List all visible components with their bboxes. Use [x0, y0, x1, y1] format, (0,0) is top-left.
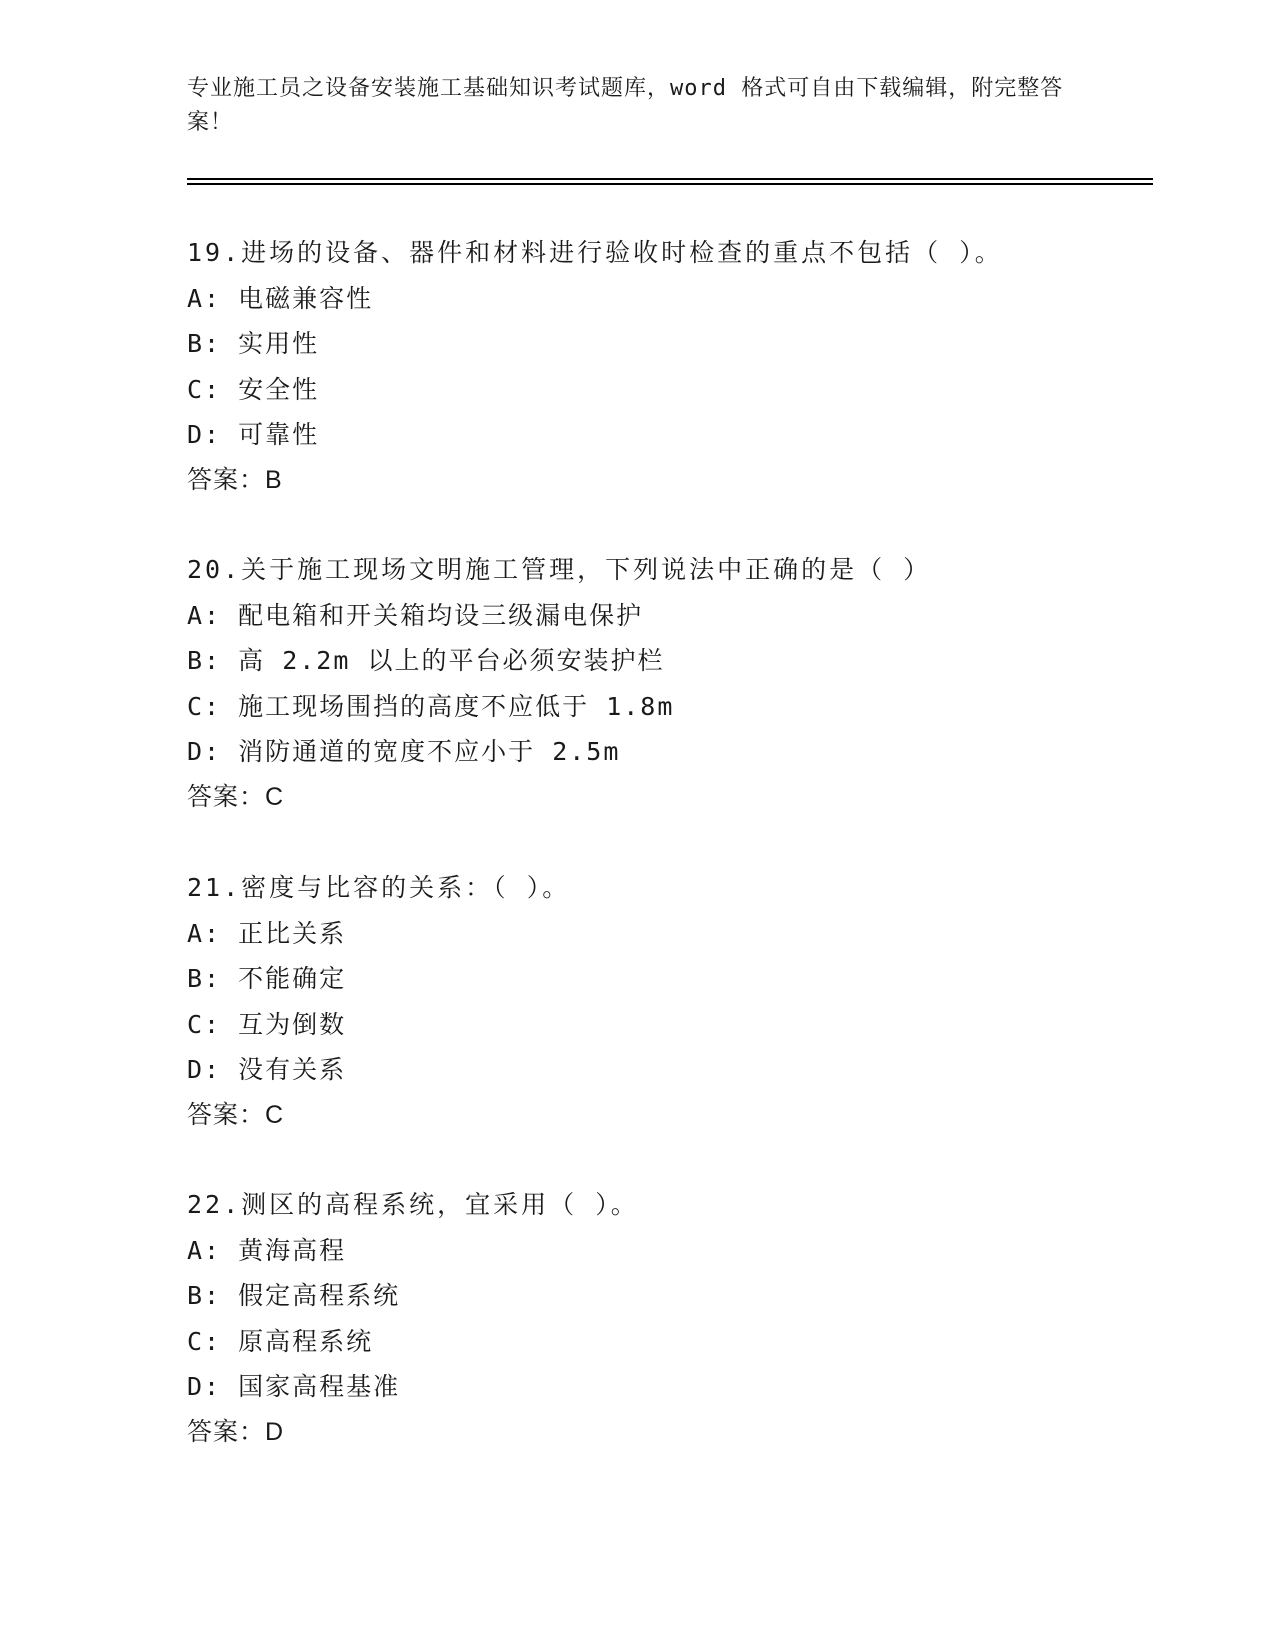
option-c: C: 安全性: [187, 374, 320, 404]
question-stem: 19.进场的设备、器件和材料进行验收时检查的重点不包括（ ）。: [187, 238, 1003, 267]
option-d: D: 国家高程基准: [187, 1372, 401, 1401]
answer: 答案：C: [187, 1100, 285, 1129]
answer: 答案：D: [187, 1417, 285, 1446]
question-22: [187, 1182, 1147, 1455]
question-stem: 20.关于施工现场文明施工管理，下列说法中正确的是（ ）: [187, 555, 932, 584]
option-b: B: 不能确定: [187, 964, 347, 993]
option-a: A: 配电箱和开关箱均设三级漏电保护: [187, 600, 644, 630]
question-stem: 21.密度与比容的关系：（ ）。: [187, 873, 571, 902]
question-20: [187, 547, 1147, 820]
document-header: [187, 72, 1067, 140]
option-c: C: 原高程系统: [187, 1326, 374, 1356]
header-divider-bottom: [187, 183, 1153, 185]
header-divider-top: [187, 178, 1153, 180]
option-d: D: 没有关系: [187, 1055, 347, 1084]
question-19: [187, 230, 1147, 503]
option-c: C: 互为倒数: [187, 1009, 347, 1039]
option-d: D: 可靠性: [187, 420, 320, 449]
option-b: B: 实用性: [187, 329, 320, 358]
option-b: B: 假定高程系统: [187, 1281, 401, 1310]
option-c: C: 施工现场围挡的高度不应低于 1.8m: [187, 691, 675, 721]
option-a: A: 电磁兼容性: [187, 283, 374, 313]
question-stem: 22.测区的高程系统，宜采用（ ）。: [187, 1190, 639, 1219]
option-a: A: 正比关系: [187, 918, 347, 948]
option-b: B: 高 2.2m 以上的平台必须安装护栏: [187, 646, 665, 675]
option-d: D: 消防通道的宽度不应小于 2.5m: [187, 737, 621, 766]
header-text: 专业施工员之设备安装施工基础知识考试题库，word 格式可自由下载编辑，附完整答案！: [187, 76, 1064, 135]
option-a: A: 黄海高程: [187, 1235, 347, 1265]
question-21: [187, 865, 1147, 1138]
answer: 答案：C: [187, 782, 285, 811]
answer: 答案：B: [187, 465, 283, 494]
